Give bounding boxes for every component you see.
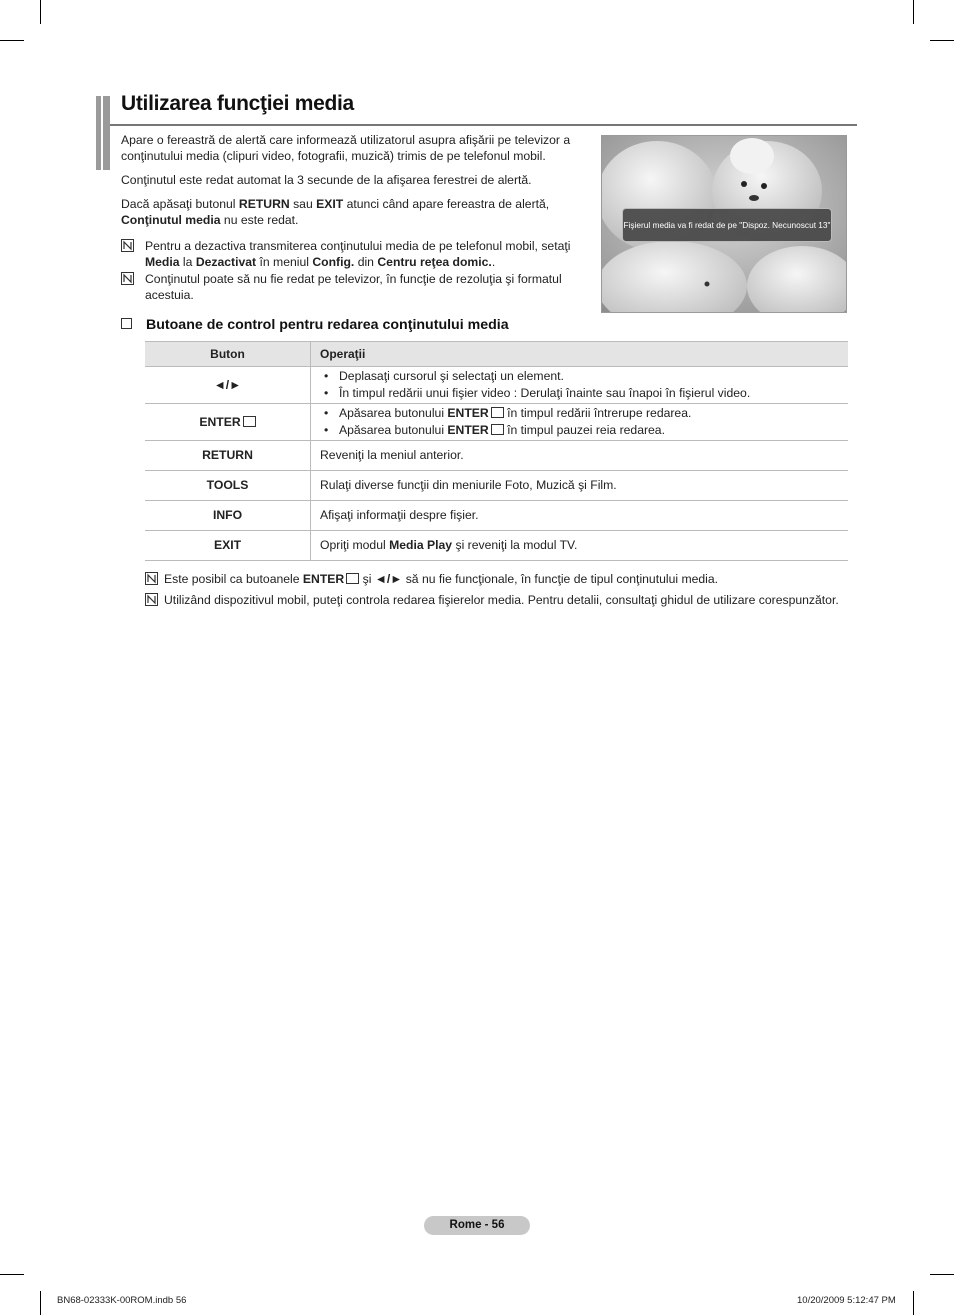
intro-paragraph-1: Apare o fereastră de alertă care informează utilizatorul asupra afişării pe televizor a conţinutului media (clipuri video, fotografii, muzică) trimis de pe telefonul mobil.: [121, 133, 571, 163]
bullet-item: • În timpul redării unui fişier video : Derulaţi înainte sau înapoi în fişierul video.: [320, 385, 847, 402]
note-1: Pentru a dezactiva transmiterea conţinutului media de pe telefonul mobil, setaţi Media la Dezactivat în meniul Config. din Centru reţea domic..: [121, 238, 581, 270]
polar-bear-photo: [601, 135, 847, 313]
section-heading: Butoane de control pentru redarea conţinutului media: [121, 317, 509, 333]
bullet-item: • Deplasaţi cursorul şi selectaţi un element.: [320, 368, 847, 385]
crop-mark: [930, 40, 954, 41]
operation-cell: [311, 404, 849, 441]
page-number: Rome - 56: [424, 1216, 530, 1235]
button-cell: ◄/►: [145, 367, 311, 404]
button-cell: RETURN: [145, 441, 311, 471]
note-icon: [145, 572, 158, 585]
crop-mark: [40, 1291, 41, 1315]
table-header-row: [145, 342, 848, 367]
crop-mark: [0, 1274, 24, 1275]
operation-cell: Afişaţi informaţii despre fişier.: [311, 501, 849, 531]
title-decoration: [96, 96, 110, 170]
note-icon: [121, 239, 134, 252]
crop-mark: [930, 1274, 954, 1275]
table-row: [145, 501, 848, 531]
print-timestamp: 10/20/2009 5:12:47 PM: [797, 1295, 896, 1306]
operation-cell: Rulaţi diverse funcţii din meniurile Foto, Muzică şi Film.: [311, 471, 849, 501]
page-title: Utilizarea funcţiei media: [121, 92, 354, 115]
enter-icon: [491, 407, 504, 418]
checkbox-icon: [121, 318, 132, 329]
file-name: BN68-02333K-00ROM.indb 56: [57, 1295, 187, 1306]
title-divider: [110, 124, 857, 126]
operation-cell: Opriţi modul Media Play şi reveniţi la modul TV.: [311, 531, 849, 561]
intro-paragraph-2: Conţinutul este redat automat la 3 secunde de la afişarea ferestrei de alertă.: [121, 173, 532, 187]
bullet-item: • Apăsarea butonului ENTER în timpul pauzei reia redarea.: [320, 422, 847, 439]
button-cell: INFO: [145, 501, 311, 531]
enter-icon: [243, 416, 256, 427]
crop-mark: [913, 0, 914, 24]
button-cell: TOOLS: [145, 471, 311, 501]
control-buttons-table: [145, 341, 848, 561]
crop-mark: [0, 40, 24, 41]
table-header: Buton: [145, 342, 311, 367]
note-2: Conţinutul poate să nu fie redat pe televizor, în funcţie de rezoluţia şi formatul acestuia.: [121, 271, 581, 303]
bottom-note-2: Utilizând dispozitivul mobil, puteţi controla redarea fişierelor media. Pentru detalii, consultaţi ghidul de utilizare corespunzător.: [145, 592, 865, 608]
alert-window: Fişierul media va fi redat de pe "Dispoz. Necunoscut 13": [622, 208, 832, 242]
table-row: [145, 531, 848, 561]
button-cell: EXIT: [145, 531, 311, 561]
crop-mark: [40, 0, 41, 24]
table-header: Operaţii: [311, 342, 849, 367]
note-icon: [145, 593, 158, 606]
button-cell: ENTER: [145, 404, 311, 441]
operation-cell: [311, 367, 849, 404]
crop-mark: [913, 1291, 914, 1315]
table-row: [145, 404, 848, 441]
bottom-note-1: Este posibil ca butoanele ENTER şi ◄/► să nu fie funcţionale, în funcţie de tipul conţinutului media.: [145, 571, 865, 587]
note-icon: [121, 272, 134, 285]
table-row: [145, 471, 848, 501]
bullet-item: • Apăsarea butonului ENTER în timpul redării întrerupe redarea.: [320, 405, 847, 422]
table-row: [145, 367, 848, 404]
operation-cell: Reveniţi la meniul anterior.: [311, 441, 849, 471]
intro-paragraph-3: Dacă apăsaţi butonul RETURN sau EXIT atunci când apare fereastra de alertă, Conţinutul media nu este redat.: [121, 197, 550, 227]
enter-icon: [491, 424, 504, 435]
table-row: [145, 441, 848, 471]
enter-icon: [346, 573, 359, 584]
